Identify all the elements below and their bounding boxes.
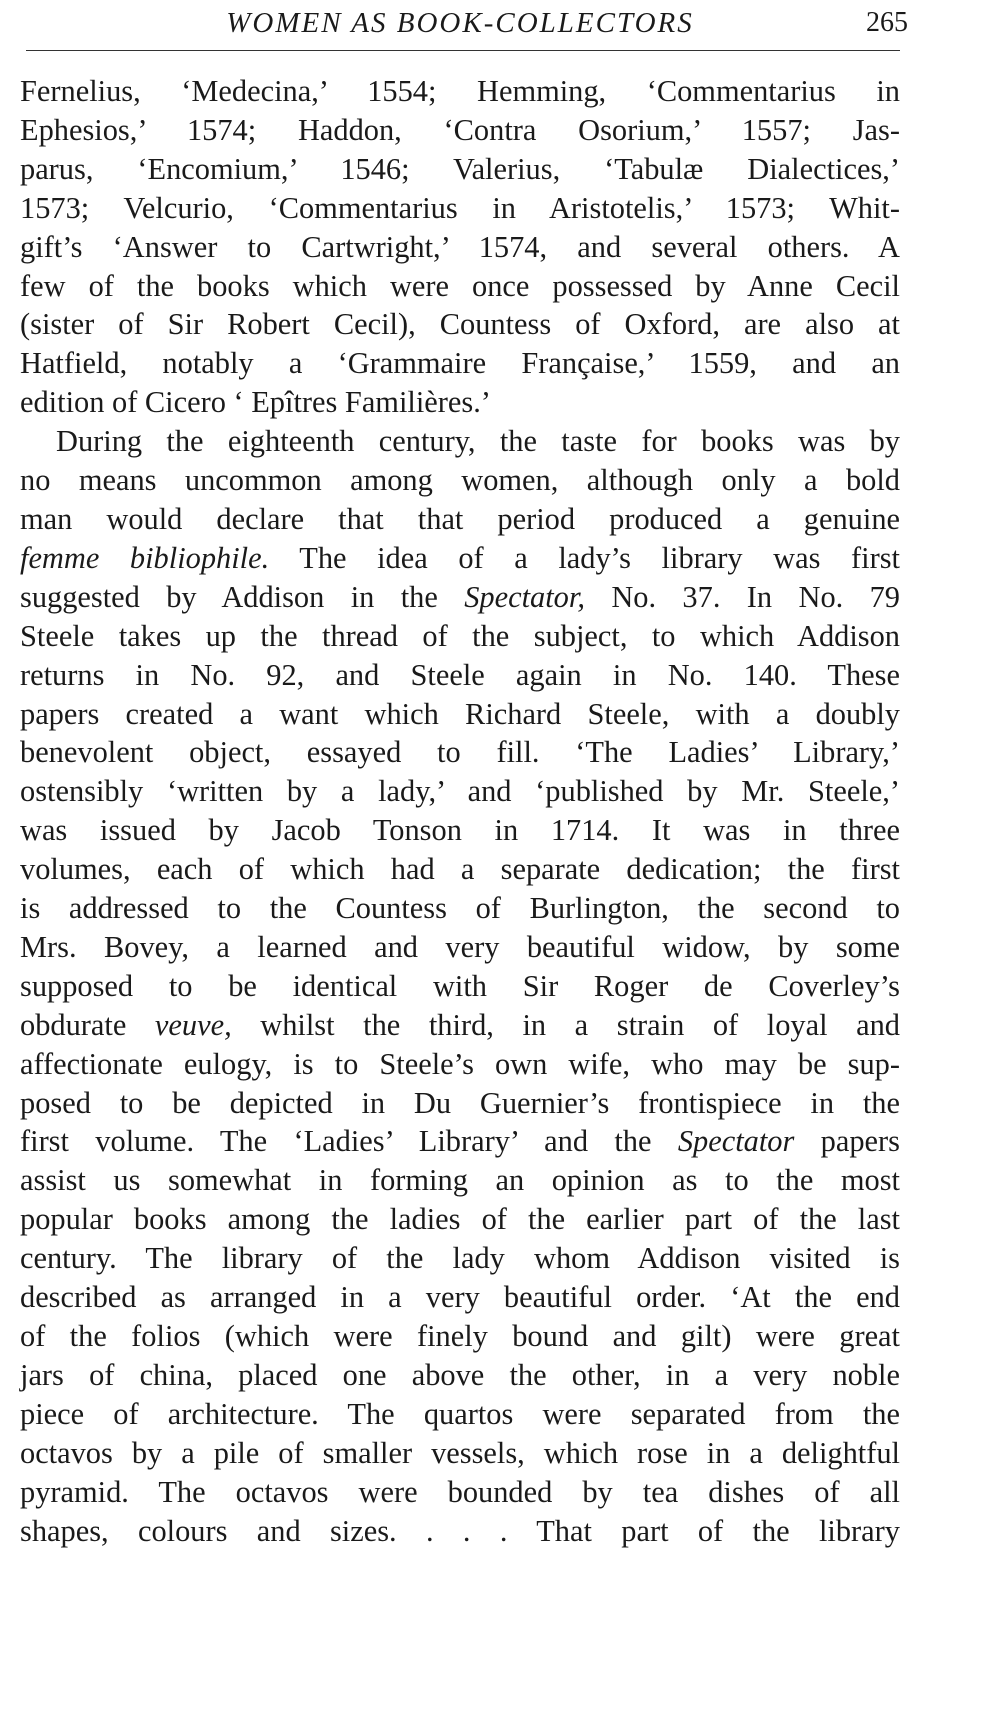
italic-phrase: veuve,	[154, 1007, 232, 1042]
text-line: pyramid. The octavos were bounded by tea dishes of all	[20, 1474, 900, 1509]
text-line: Mrs. Bovey, a learned and very beautiful widow, by some	[20, 929, 900, 964]
text-line: popular books among the ladies of the earlier part of the last	[20, 1202, 900, 1237]
text-line: described as arranged in a very beautiful order. ‘At the end	[20, 1280, 900, 1315]
text-line: of the folios (which were finely bound and gilt) were great	[20, 1319, 900, 1353]
text-line: suggested by Addison in the Spectator, No. 37. In No. 79	[20, 579, 900, 614]
text-line: returns in No. 92, and Steele again in No. 140. These	[20, 657, 900, 692]
text-line: piece of architecture. The quartos were separated from the	[20, 1396, 900, 1431]
text-line: man would declare that that period produced a genuine	[20, 501, 900, 536]
text-line: Fernelius, ‘Medecina,’ 1554; Hemming, ‘Commentarius in	[20, 74, 900, 108]
running-title: WOMEN AS BOOK-COLLECTORS	[226, 7, 694, 39]
text-line: (sister of Sir Robert Cecil), Countess of Oxford, are also at	[20, 307, 900, 342]
text-line: volumes, each of which had a separate dedication; the first	[20, 852, 900, 887]
text-line: Ephesios,’ 1574; Haddon, ‘Contra Osorium,’ 1557; Jas-	[20, 112, 900, 147]
text-line: assist us somewhat in forming an opinion as to the most	[20, 1163, 900, 1198]
text-line: gift’s ‘Answer to Cartwright,’ 1574, and several others. A	[20, 229, 900, 264]
text-line: is addressed to the Countess of Burlington, the second to	[20, 891, 900, 926]
text-line: posed to be depicted in Du Guernier’s frontispiece in the	[20, 1085, 900, 1120]
text-line: During the eighteenth century, the taste for books was by	[56, 424, 900, 459]
text-line: shapes, colours and sizes. . . . That part of the library	[20, 1513, 900, 1548]
text-line: papers created a want which Richard Steele, with a doubly	[20, 696, 900, 731]
text-line: Hatfield, notably a ‘Grammaire Française,’ 1559, and an	[20, 346, 900, 381]
paragraph-2	[20, 422, 900, 1550]
text-line: edition of Cicero ‘ Epîtres Familières.’	[20, 385, 491, 420]
page-number: 265	[866, 7, 908, 38]
italic-phrase: Spectator	[677, 1124, 795, 1159]
text-line: first volume. The ‘Ladies’ Library’ and the Spectator papers	[20, 1124, 900, 1159]
text-line: supposed to be identical with Sir Roger de Coverley’s	[20, 968, 900, 1003]
text-line: 1573; Velcurio, ‘Commentarius in Aristotelis,’ 1573; Whit-	[20, 190, 900, 225]
text-line: parus, ‘Encomium,’ 1546; Valerius, ‘Tabulæ Dialectices,’	[20, 151, 900, 186]
italic-phrase: Spectator,	[464, 579, 585, 614]
body-text	[20, 72, 900, 1550]
text-line: no means uncommon among women, although only a bold	[20, 463, 900, 498]
text-line: obdurate veuve, whilst the third, in a strain of loyal and	[20, 1007, 900, 1042]
text-line: Steele takes up the thread of the subject, to which Addison	[20, 618, 900, 653]
header-rule	[26, 50, 900, 51]
italic-phrase: femme bibliophile.	[20, 540, 270, 575]
paragraph-1	[20, 72, 900, 422]
text-line: benevolent object, essayed to fill. ‘The Ladies’ Library,’	[20, 735, 900, 770]
text-line: octavos by a pile of smaller vessels, which rose in a delightful	[20, 1435, 900, 1470]
book-page	[20, 0, 908, 1724]
running-head	[20, 0, 908, 56]
text-line: jars of china, placed one above the other, in a very noble	[20, 1357, 900, 1392]
text-line: century. The library of the lady whom Addison visited is	[20, 1241, 900, 1276]
text-line: few of the books which were once possessed by Anne Cecil	[20, 268, 900, 303]
text-line: affectionate eulogy, is to Steele’s own wife, who may be sup-	[20, 1046, 900, 1081]
text-line: was issued by Jacob Tonson in 1714. It was in three	[20, 813, 900, 848]
text-line: ostensibly ‘written by a lady,’ and ‘published by Mr. Steele,’	[20, 774, 900, 809]
text-line: femme bibliophile. The idea of a lady’s library was first	[20, 540, 900, 575]
